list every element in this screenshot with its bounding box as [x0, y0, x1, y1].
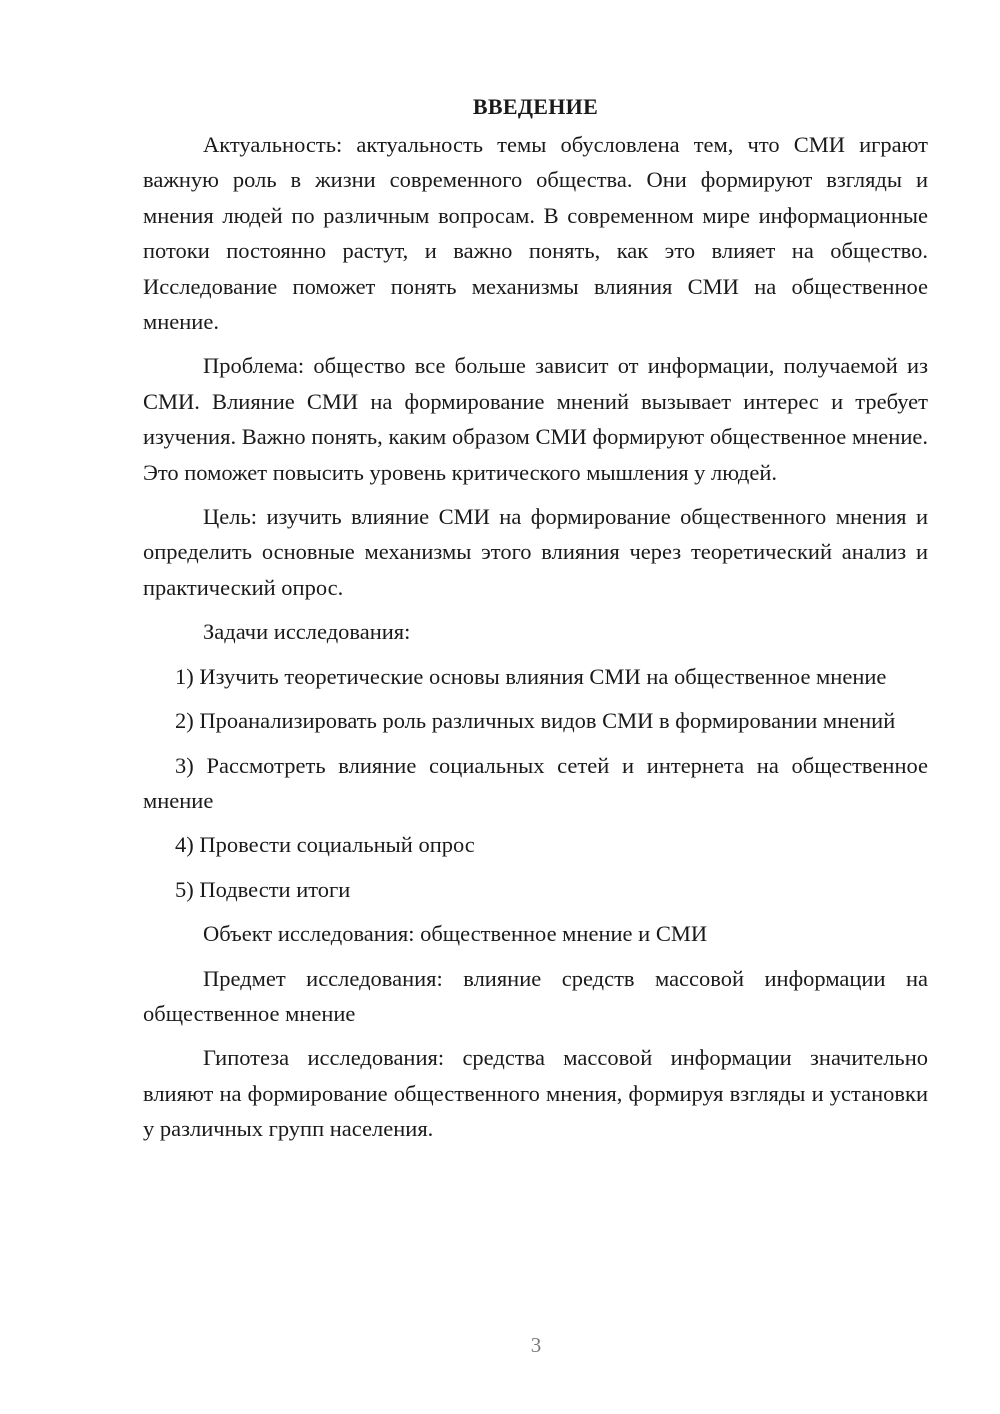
page-number: 3: [530, 1333, 542, 1357]
list-item: 5) Подвести итоги: [175, 876, 351, 902]
paragraph-tasks-heading: Задачи исследования:: [203, 619, 411, 645]
paragraph-goal: Цель: изучить влияние СМИ на формирование общественного мнения и определить основные механизмы этого влияния через теоретический анализ и практический опрос.: [143, 504, 928, 600]
paragraph-hypothesis: Гипотеза исследования: средства массовой информации значительно влияют на формирование общественного мнения, формируя взгляды и установки у различных групп населения.: [143, 1045, 928, 1142]
list-item: 4) Провести социальный опрос: [175, 832, 475, 858]
paragraph-relevance: Актуальность: актуальность темы обусловлена тем, что СМИ играют важную роль в жизни современного общества. Они формируют взгляды и мнения людей по различным вопросам. В современном мире информационные потоки постоянно растут, и важно понять, как это влияет на общество. Исследование поможет понять механизмы влияния СМИ на общественное мнение.: [143, 132, 928, 335]
task-list: [143, 659, 928, 907]
list-item: 1) Изучить теоретические основы влияния СМИ на общественное мнение: [175, 663, 887, 689]
list-item: 3) Рассмотреть влияние социальных сетей и интернета на общественное мнение: [143, 752, 928, 813]
page-title: ВВЕДЕНИЕ: [472, 94, 599, 119]
list-item: 2) Проанализировать роль различных видов СМИ в формировании мнений: [175, 708, 896, 734]
page-content: [143, 94, 928, 1156]
paragraph-object: Объект исследования: общественное мнение и СМИ: [203, 921, 708, 947]
paragraph-subject: Предмет исследования: влияние средств массовой информации на общественное мнение: [143, 965, 928, 1026]
paragraph-problem: Проблема: общество все больше зависит от информации, получаемой из СМИ. Влияние СМИ на формирование мнений вызывает интерес и требует изучения. Важно понять, каким образом СМИ формируют общественное мнение. Это поможет повысить уровень критического мышления у людей.: [143, 353, 928, 485]
